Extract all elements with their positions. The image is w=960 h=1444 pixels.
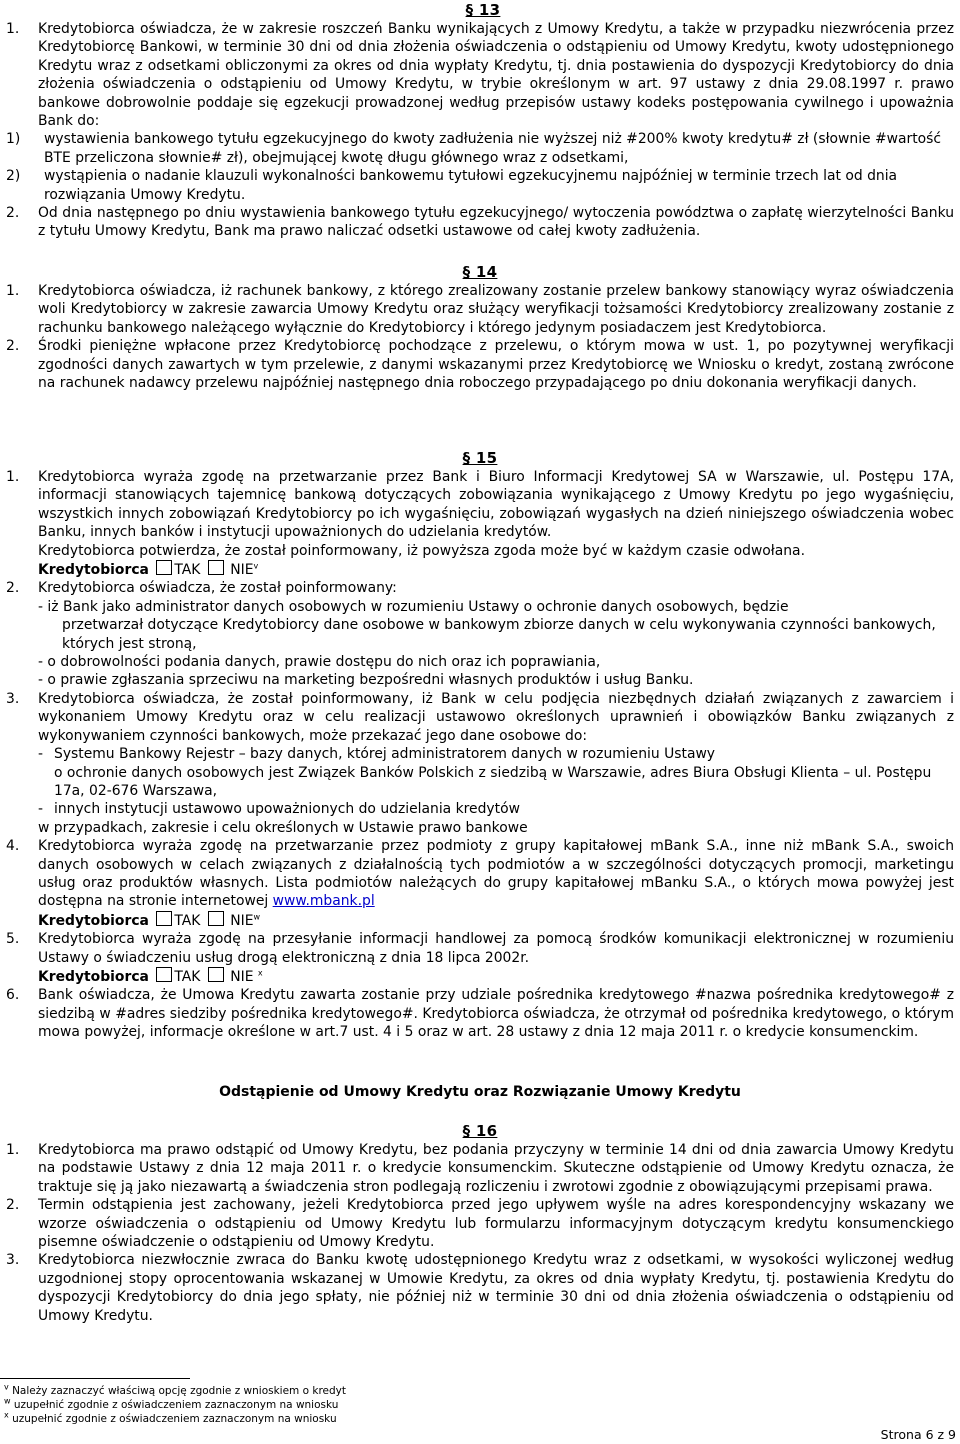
section-15-point-3: 3. Kredytobiorca oświadcza, że został poinformowany, iż Bank w celu podjęcia niezbędnych działań związanych z zawarciem i wykonaniem Umowy Kredytu oraz w celu realizacji ustawowo określonych uprawnień i obowiązków Banku związanych z wykonywaniem czynności bankowych, może przekazać jego dane osobowe do: <box>6 690 954 744</box>
section-14-title: § 14 <box>462 263 498 281</box>
section-13-point-1: 1. Kredytobiorca oświadcza, że w zakresie roszczeń Banku wynikających z Umowy Kredytu, a także w przypadku niezwrócenia przez Kredytobiorcę Bankowi, w terminie 30 dni od dnia złożenia oświadczenia o odstąpieniu od Umowy Kredytu, kwoty udostępnionego Kredytu wraz z odsetkami obliczonymi za okres od dnia wypłaty Kredytu, tj. dnia postawienia do dyspozycji Kredytobiorcy do dnia złożenia oświadczenia o odstąpieniu od Umowy Kredytu, w trybie określonym w art. 97 ustawy z dnia 29.08.1997 r. prawo bankowe dobrowolnie poddaje się egzekucji prowadzonej według przepisów ustawy kodeks postępowania cywilnego i upoważnia Bank do: <box>6 21 954 130</box>
section-15-point-6: 6. Bank oświadcza, że Umowa Kredytu zawarta zostanie przy udziale pośrednika kredytowego #nazwa pośrednika kredytowego# z siedzibą w #adres siedziby pośrednika kredytowego#. Kredytobiorca oświadcza, że otrzymał od pośrednika kredytowego, o którym mowa powyżej, informacje określone w art.7 ust. 4 i 5 oraz w art. 28 ustawy z dnia 12 maja 2011 r. o kredycie konsumenckim. <box>6 987 954 1041</box>
consent-3-yes-checkbox[interactable] <box>156 967 172 982</box>
section-15-point-4: 4. Kredytobiorca wyraża zgodę na przetwarzanie przez podmioty z grupy kapitałowej mBank S.A., inne niż mBank S.A., swoich danych osobowych w celach związanych z działalnością tych podmiotów a w szczególności dotyczących promocji, marketingu usług oraz produktów własnych. Lista podmiotów należących do grupy kapitałowej mBanku S.A., o których mowa powyżej jest dostępna na stronie internetowej www.mbank.pl Kredytobiorca TAK NIE$^w$ <box>6 838 954 929</box>
consent-3-no-checkbox[interactable] <box>208 967 224 982</box>
mbank-link[interactable]: www.mbank.pl <box>272 893 375 910</box>
section-16 <box>0 1121 960 1325</box>
section-13-subpoint-2: 2) wystąpienia o nadanie klauzuli wykonalności bankowemu tytułowi egzekucyjnemu najpóźniej w terminie trzech lat od dnia rozwiązania Umowy Kredytu. <box>6 168 898 203</box>
section-16-point-3: 3. Kredytobiorca niezwłocznie zwraca do Banku kwotę udostępnionego Kredytu wraz z odsetkami, w wysokości wyliczonej według uzgodnionej stopy oprocentowania wskazanej w Umowie Kredytu, za okres od dnia wypłaty Kredytu, tj. postawienia Kredytu do dyspozycji Kredytobiorcy do dnia jego spłaty, nie później niż w terminie 30 dni od dnia złożenia oświadczenia o odstąpieniu od Umowy Kredytu. <box>6 1252 954 1324</box>
section-15-point-3-list: - Systemu Bankowy Rejestr – bazy danych, której administratorem danych w rozumieniu Ustawy o ochronie danych osobowych jest Związek Banków Polskich z siedzibą w Warszawie, adres Biura Obsługi Klienta – ul. Postępu 17a, 02-676 Warszawa, - innych instytucji ustawowo upoważnionych do udzielania kredytów w przypadkach, zakresie i celu określonych w Ustawie prawo bankowe <box>38 746 932 836</box>
section-13 <box>0 0 960 241</box>
consent-3: Kredytobiorca TAK NIE $^x$ <box>38 968 263 985</box>
consent-2: Kredytobiorca TAK NIE$^w$ <box>38 912 261 929</box>
section-14-point-1: 1. Kredytobiorca oświadcza, iż rachunek bankowy, z którego zrealizowany zostanie przelew bankowy stanowiący wyraz oświadczenia woli Kredytobiorcy w zakresie zawarcia Umowy Kredytu oraz służący weryfikacji tożsamości Kredytobiorcy zrealizowany zostanie z rachunku bankowego należącego wyłącznie do Kredytobiorcy i którego jedynym posiadaczem jest Kredytobiorca. <box>6 283 954 336</box>
footnote-x: $^x$ uzupełnić zgodnie z oświadczeniem zaznaczonym na wniosku <box>4 1410 337 1425</box>
section-16-title: § 16 <box>462 1122 498 1140</box>
section-14 <box>0 262 960 392</box>
footnote-divider <box>0 1378 190 1379</box>
consent-2-no-checkbox[interactable] <box>208 911 224 926</box>
section-13-point-2: 2. Od dnia następnego po dniu wystawienia bankowego tytułu egzekucyjnego/ wytoczenia powództwa o zapłatę wierzytelności Banku z tytułu Umowy Kredytu, Bank ma prawo naliczać odsetki ustawowe od całej kwoty zadłużenia. <box>6 205 954 240</box>
section-15 <box>0 448 960 1042</box>
section-15-point-2: 2. Kredytobiorca oświadcza, że został poinformowany: <box>6 580 397 597</box>
footnote-v: $^v$ Należy zaznaczyć właściwą opcję zgodnie z wnioskiem o kredyt <box>4 1382 347 1397</box>
consent-1-yes-checkbox[interactable] <box>156 560 172 575</box>
footnote-w: $^w$ uzupełnić zgodnie z oświadczeniem zaznaczonym na wniosku <box>4 1396 339 1411</box>
consent-1-no-checkbox[interactable] <box>208 560 224 575</box>
section-15-point-1: 1. Kredytobiorca wyraża zgodę na przetwarzanie przez Bank i Biuro Informacji Kredytowej SA w Warszawie, ul. Postępu 17A, informacji stanowiących tajemnicę bankową dotyczących zobowiązania wynikającego z Umowy Kredytu po jego wygaśnięciu, wszystkich innych zobowiązań Kredytobiorcy po ich wygaśnięciu, zobowiązań wygasłych na dzień niniejszego oświadczenia wobec Banku, innych banków i instytucji upoważnionych do udzielania kredytów. Kredytobiorca potwierdza, że został poinformowany, iż powyższa zgoda może być w każdym czasie odwołana. Kredytobiorca TAK NIE$^v$ <box>6 469 954 579</box>
withdrawal-heading: Odstąpienie od Umowy Kredytu oraz Rozwiązanie Umowy Kredytu <box>219 1084 741 1100</box>
section-14-point-2: 2. Środki pieniężne wpłacone przez Kredytobiorcę pochodzące z przelewu, o którym mowa w ust. 1, po pozytywnej weryfikacji zgodności danych zawartych w tym przelewie, z danymi wskazanymi przez Kredytobiorcę we Wniosku o kredyt, zostaną zwrócone na rachunek nadawcy przelewu najpóźniej następnego dnia roboczego przypadającego po dniu dokonania weryfikacji danych. <box>6 338 954 392</box>
consent-1: Kredytobiorca TAK NIE$^v$ <box>38 561 259 579</box>
section-13-subpoint-1: 1) wystawienia bankowego tytułu egzekucyjnego do kwoty zadłużenia nie wyższej niż #200% kwoty kredytu# zł (słownie #wartość BTE przeliczona słownie# zł), obejmującej kwotę długu głównego wraz z odsetkami, <box>6 131 942 166</box>
section-15-title: § 15 <box>462 449 498 467</box>
consent-2-yes-checkbox[interactable] <box>156 911 172 926</box>
section-16-point-1: 1. Kredytobiorca ma prawo odstąpić od Umowy Kredytu, bez podania przyczyny w terminie 14 dni od dnia zawarcia Umowy Kredytu na podstawie Ustawy z dnia 12 maja 2011 r. o kredycie konsumenckim. Skuteczne odstąpienie od Umowy Kredytu oznacza, że traktuje się ją jako niezawartą a świadczenia stron podlegają rozliczeniu i zwrotowi zgodnie z obowiązującymi przepisami prawa. <box>6 1142 954 1195</box>
page-number: Strona 6 z 9 <box>880 1427 956 1442</box>
section-15-point-5: 5. Kredytobiorca wyraża zgodę na przesyłanie informacji handlowej za pomocą środków komunikacji elektronicznej w rozumieniu Ustawy o świadczeniu usług drogą elektroniczną z dnia 18 lipca 2002r. Kredytobiorca TAK NIE $^x$ <box>6 931 954 985</box>
section-16-point-2: 2. Termin odstąpienia jest zachowany, jeżeli Kredytobiorca przed jego upływem wyśle na adres korespondencyjny wskazany we wzorze oświadczenia o odstąpieniu od Umowy Kredytu lub formularzu informacyjnym dotyczącym kredytu konsumenckiego pisemne oświadczenie o odstąpieniu od Umowy Kredytu. <box>6 1197 954 1251</box>
footnotes <box>4 1384 346 1426</box>
section-13-title: § 13 <box>465 1 501 19</box>
section-15-point-2-list: - iż Bank jako administrator danych osobowych w rozumieniu Ustawy o ochronie danych osobowych, będzie przetwarzał dotyczące Kredytobiorcy dane osobowe w bankowym zbiorze danych w celu wykonywania czynności bankowych, których jest stroną, - o dobrowolności podania danych, prawie dostępu do nich oraz ich poprawiania, - o prawie zgłaszania sprzeciwu na marketing bezpośredni własnych produktów i usług Banku. <box>38 598 936 689</box>
